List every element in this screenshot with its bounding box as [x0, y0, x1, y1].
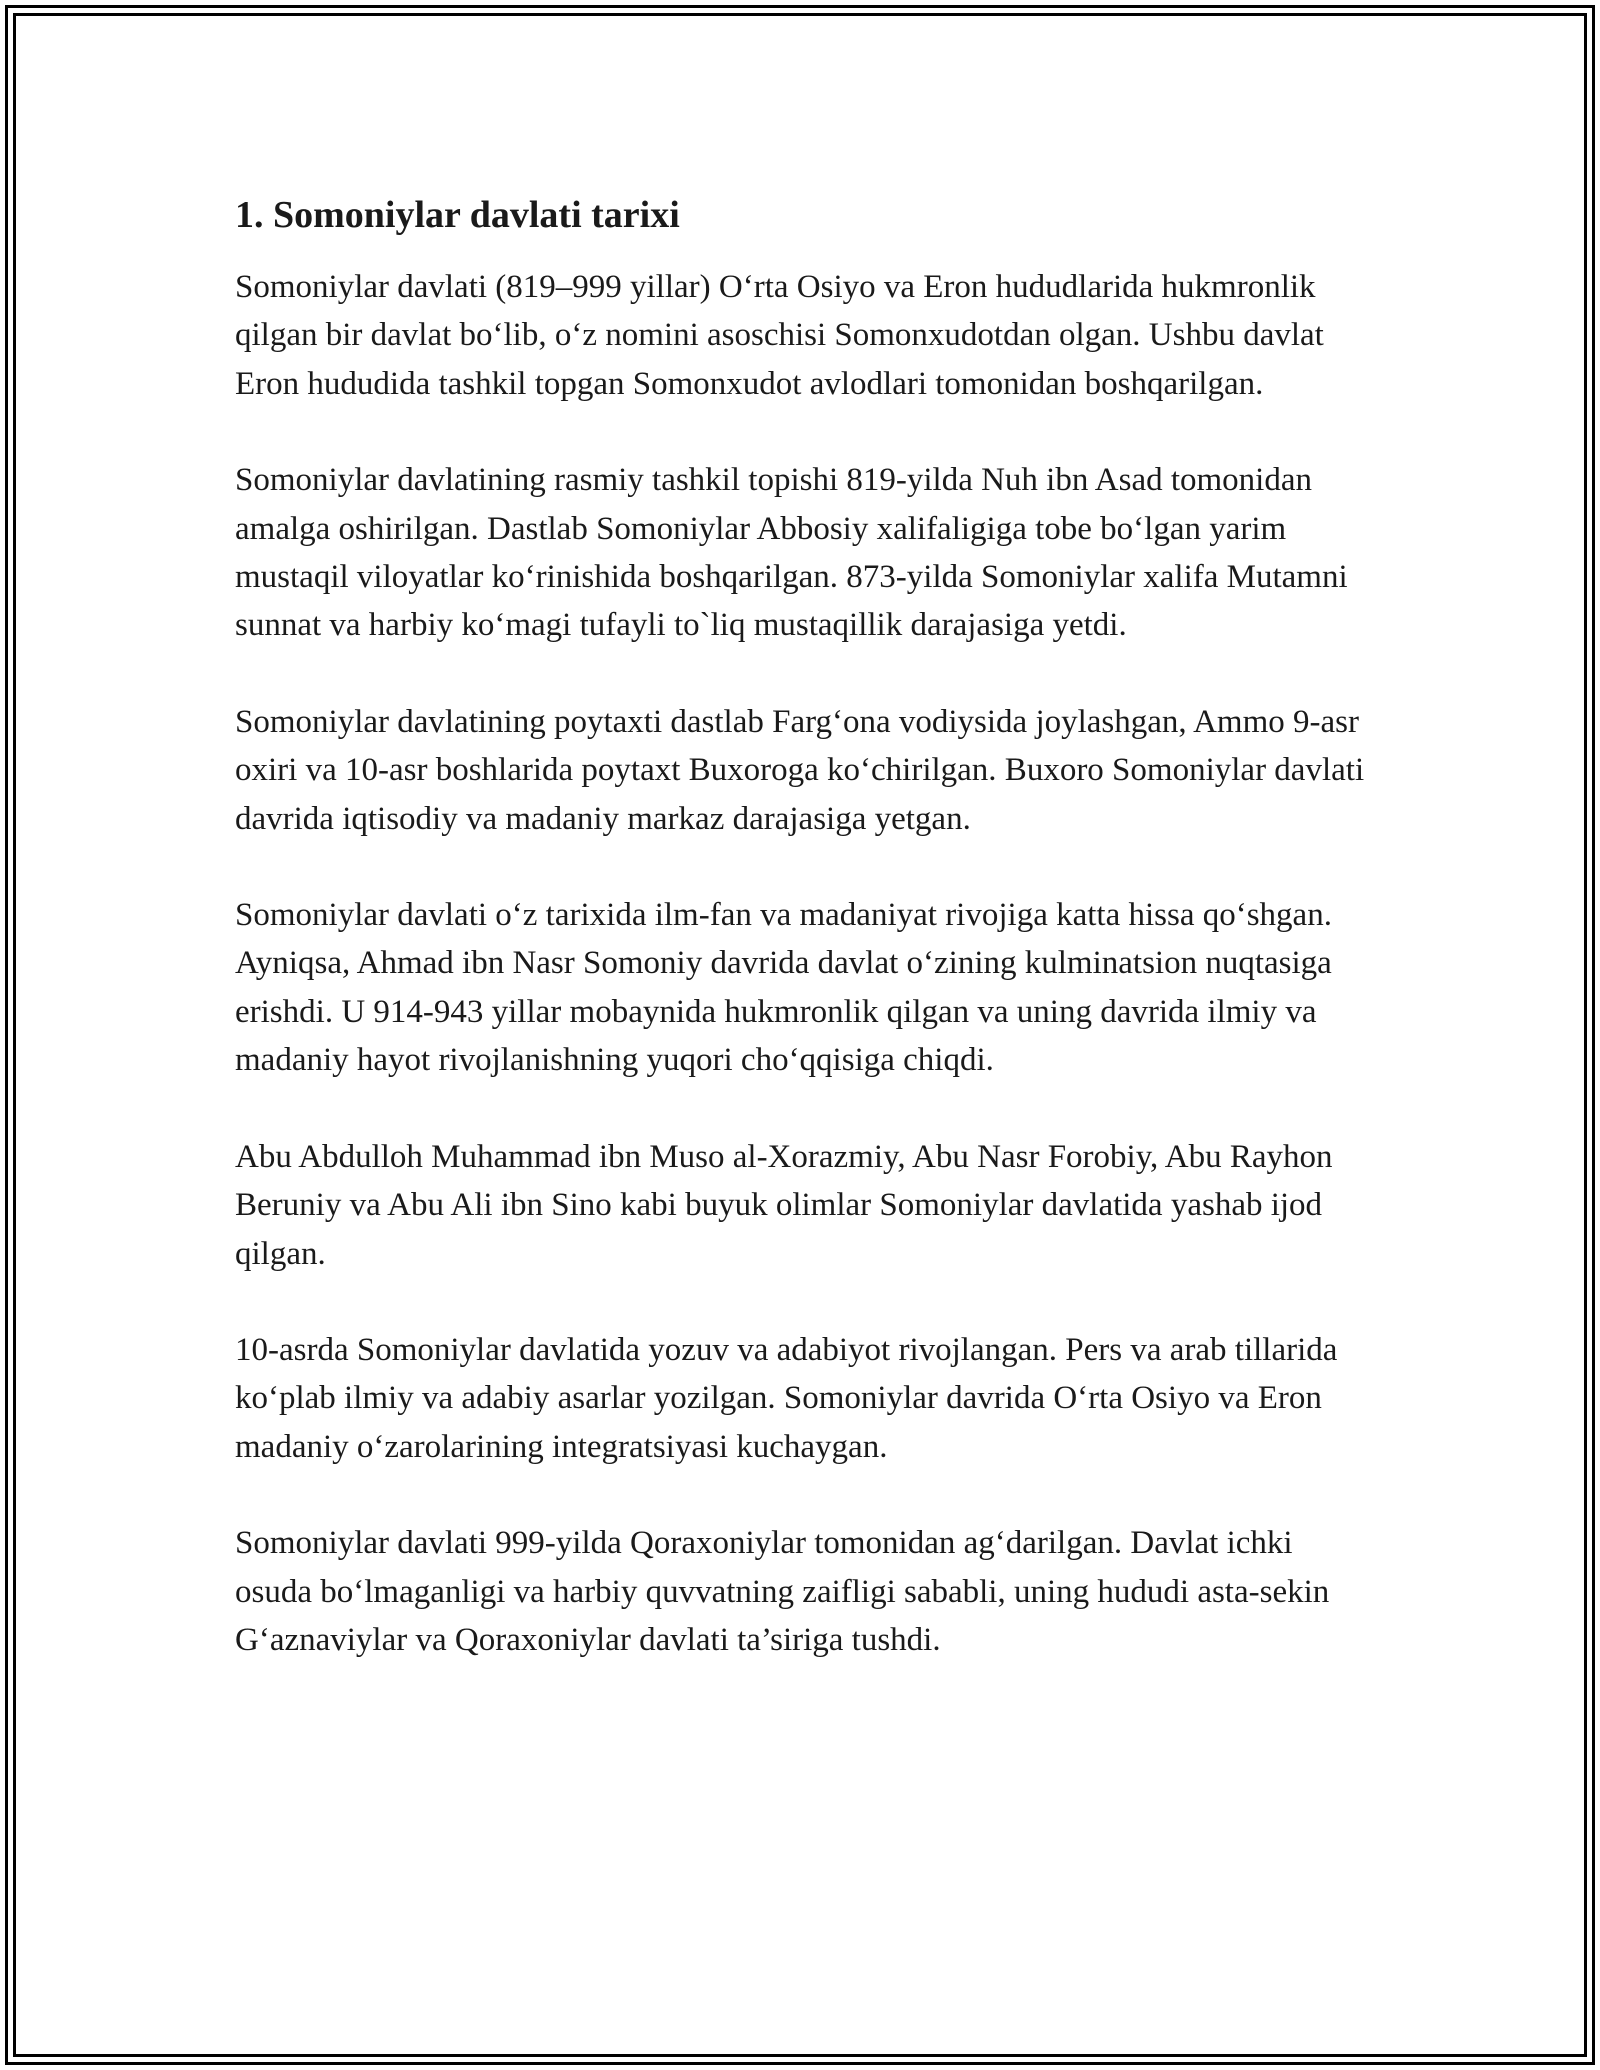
section-heading: 1. Somoniylar davlati tarixi [235, 194, 680, 236]
document-body [235, 185, 1375, 1712]
paragraph-4: Somoniylar davlati o‘z tarixida ilm-fan va madaniyat rivojiga katta hissa qo‘shgan. Ayniqsa, Ahmad ibn Nasr Somoniy davrida davlat o‘zining kulminatsion nuqtasiga erishdi. U 914-943 yillar mobaynida hukmronlik qilgan va uning davrida ilmiy va madaniy hayot rivojlanishning yuqori cho‘qqisiga chiqdi. [235, 897, 1332, 1079]
paragraph-5: Abu Abdulloh Muhammad ibn Muso al-Xorazmiy, Abu Nasr Forobiy, Abu Rayhon Beruniy va Abu Ali ibn Sino kabi buyuk olimlar Somoniylar davlatida yashab ijod qilgan. [235, 1138, 1333, 1272]
paragraph-3: Somoniylar davlatining poytaxti dastlab Farg‘ona vodiysida joylashgan, Ammo 9-asr oxiri va 10-asr boshlarida poytaxt Buxoroga ko‘chirilgan. Buxoro Somoniylar davlati davrida iqtisodiy va madaniy markaz darajasiga yetgan. [235, 703, 1365, 837]
paragraph-7: Somoniylar davlati 999-yilda Qoraxoniylar tomonidan ag‘darilgan. Davlat ichki osuda bo‘lmaganligi va harbiy quvvatning zaifligi sababli, uning hududi asta-sekin G‘aznaviylar va Qoraxoniylar davlati ta’siriga tushdi. [235, 1525, 1330, 1658]
paragraph-6: 10-asrda Somoniylar davlatida yozuv va adabiyot rivojlangan. Pers va arab tillarida ko‘plab ilmiy va adabiy asarlar yozilgan. Somoniylar davrida O‘rta Osiyo va Eron madaniy o‘zarolarining integratsiyasi kuchaygan. [235, 1331, 1338, 1465]
paragraph-1: Somoniylar davlati (819–999 yillar) O‘rta Osiyo va Eron hududlarida hukmronlik qilgan bir davlat bo‘lib, o‘z nomini asoschisi Somonxudotdan olgan. Ushbu davlat Eron hududida tashkil topgan Somonxudot avlodlari tomonidan boshqarilgan. [235, 269, 1324, 402]
paragraph-2: Somoniylar davlatining rasmiy tashkil topishi 819-yilda Nuh ibn Asad tomonidan amalga oshirilgan. Dastlab Somoniylar Abbosiy xalifaligiga tobe bo‘lgan yarim mustaqil viloyatlar ko‘rinishida boshqarilgan. 873-yilda Somoniylar xalifa Mutamni sunnat va harbiy ko‘magi tufayli to`liq mustaqillik darajasiga yetdi. [235, 462, 1348, 644]
